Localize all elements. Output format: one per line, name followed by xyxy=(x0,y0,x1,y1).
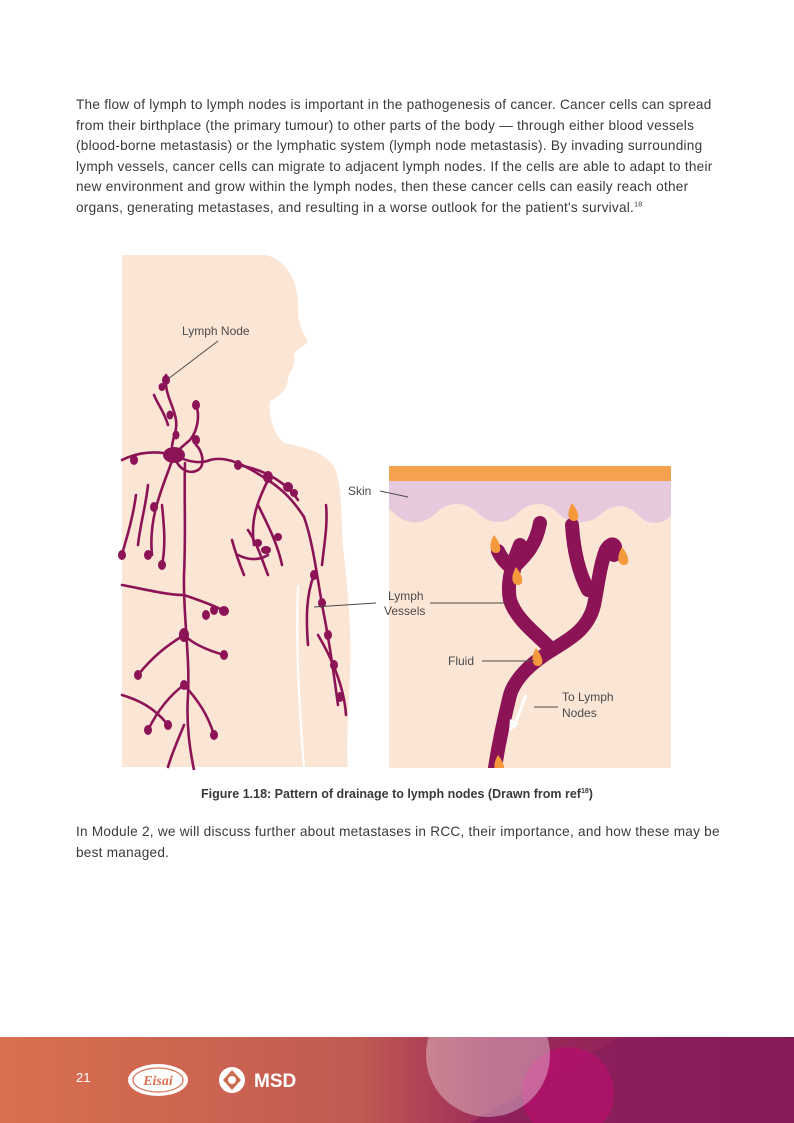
figure-caption xyxy=(0,787,794,801)
msd-logo xyxy=(219,1067,296,1093)
paragraph-intro-text: The flow of lymph to lymph nodes is important in the pathogenesis of cancer. Cancer cells can spread from their birthplace (the primary tumour) to other parts of the body — through either blood vessels (blood-borne metastasis) or the lymphatic system (lymph node metastasis). By invading surrounding lymph vessels, cancer cells can migrate to adjacent lymph nodes. If the cells are able to adapt to their new environment and grow within the lymph nodes, then these cancer cells can easily reach other organs, generating metastases, and resulting in a worse outlook for the patient's survival. xyxy=(76,97,713,215)
lymph-drainage-figure xyxy=(118,255,674,770)
msd-logo-text: MSD xyxy=(254,1071,297,1092)
eisai-logo xyxy=(128,1064,188,1096)
figure-caption-text: Figure 1.18: Pattern of drainage to lymph nodes (Drawn from ref xyxy=(201,787,581,801)
paragraph-intro xyxy=(76,95,726,218)
reference-superscript: 18 xyxy=(634,200,643,208)
label-lymph-vessels-line1: Lymph xyxy=(388,589,424,603)
figure-caption-ref: 18 xyxy=(580,787,589,795)
label-lymph-node: Lymph Node xyxy=(182,324,250,338)
figure-caption-end: ) xyxy=(588,787,593,801)
paragraph-module2 xyxy=(76,822,726,863)
label-to-lymph-nodes-line1: To Lymph xyxy=(562,690,614,704)
label-fluid: Fluid xyxy=(448,654,475,668)
skin-detail-panel xyxy=(389,466,671,770)
label-lymph-vessels-line2: Vessels xyxy=(384,604,426,618)
footer-banner xyxy=(0,1037,794,1123)
label-skin: Skin xyxy=(348,484,372,498)
eisai-logo-text: Eisai xyxy=(143,1074,173,1089)
paragraph-module2-text: In Module 2, we will discuss further about metastases in RCC, their importance, and how these may be best managed. xyxy=(76,824,720,860)
label-to-lymph-nodes-line2: Nodes xyxy=(562,706,597,720)
page-number: 21 xyxy=(76,1070,91,1085)
